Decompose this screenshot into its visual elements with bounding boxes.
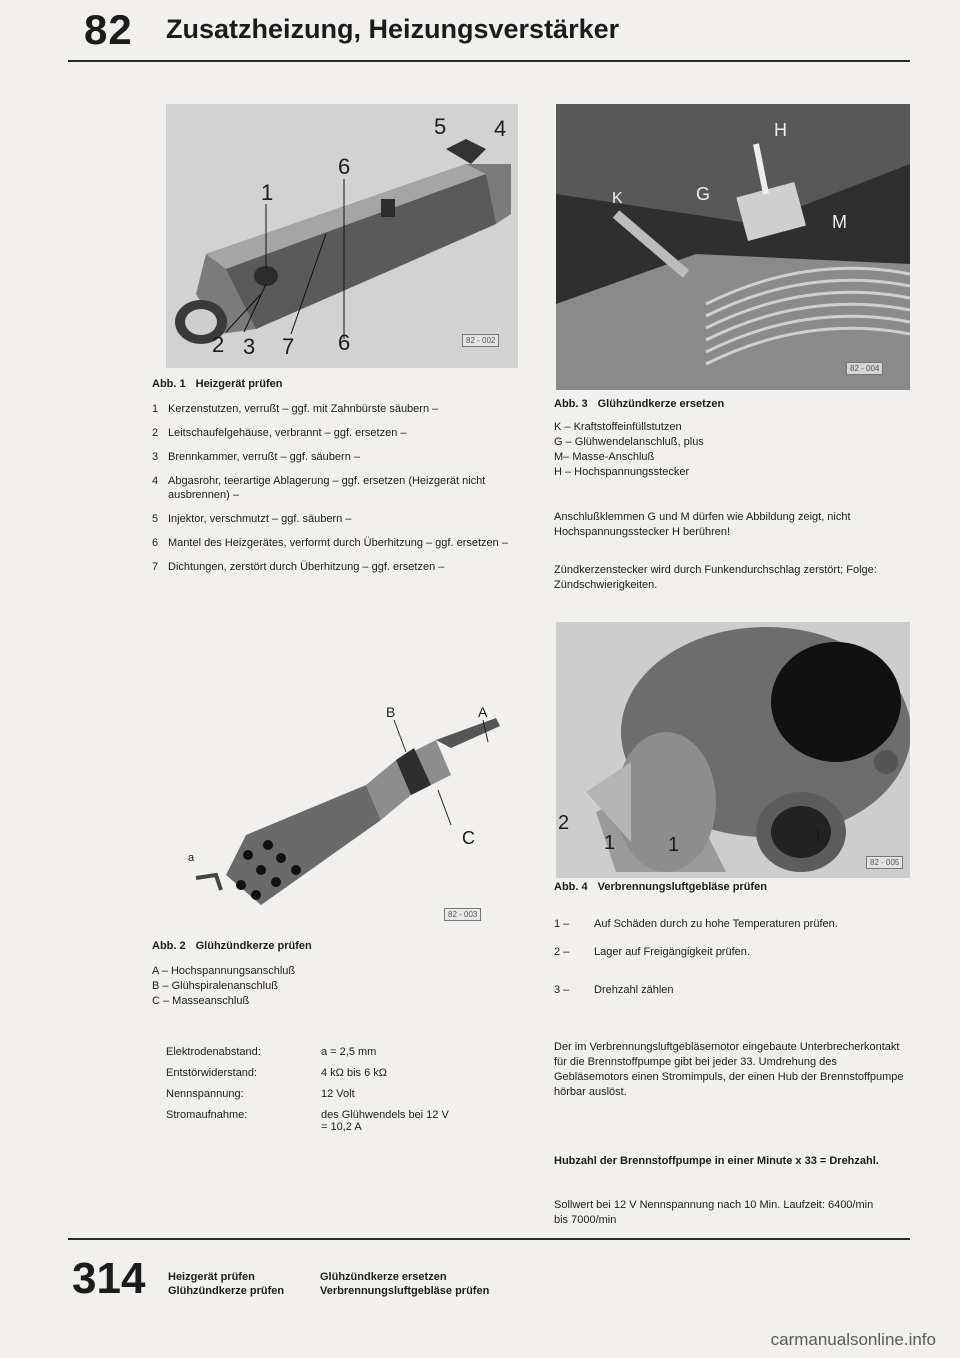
spec-row	[166, 1121, 526, 1133]
fig4-item-list	[554, 917, 894, 997]
legend-item: H – Hochspannungsstecker	[554, 466, 690, 478]
item-number-value: 1	[554, 918, 561, 930]
figure-4-photo	[556, 622, 910, 878]
fig1-code-label: 82 - 002	[462, 334, 499, 347]
fig4-caption	[554, 881, 767, 893]
fig4-callout-1a: 1	[604, 832, 616, 854]
fig4-callout-1b: 1	[668, 834, 680, 856]
list-item	[554, 945, 894, 959]
spec-row	[166, 1046, 526, 1058]
spec-row	[166, 1109, 526, 1121]
fig2-callout-a: A	[478, 704, 488, 720]
footer-index-item: Glühzündkerze ersetzen	[320, 1271, 447, 1283]
fig4-code-label: 82 - 005	[866, 856, 903, 869]
fig3-caption-title: Glühzündkerze ersetzen	[597, 398, 725, 410]
legend-item: K – Kraftstoffeinfüllstutzen	[554, 421, 682, 433]
item-text: Lager auf Freigängigkeit prüfen.	[594, 946, 750, 958]
list-item	[152, 474, 532, 502]
fig1-caption	[152, 378, 282, 390]
fig4-formula: Hubzahl der Brennstoffpumpe in einer Minute x 33 = Drehzahl.	[554, 1155, 879, 1167]
footer-index-item: Verbrennungsluftgebläse prüfen	[320, 1285, 490, 1297]
watermark: carmanualsonline.info	[770, 1330, 936, 1349]
fig3-code-label: 82 - 004	[846, 362, 883, 375]
fig2-spec-table	[166, 1046, 526, 1133]
list-item	[554, 917, 894, 931]
fig2-code-label: 82 - 003	[444, 908, 481, 921]
figure-2-photo	[166, 690, 518, 922]
spec-value: = 10,2 A	[321, 1121, 362, 1133]
item-number: 2	[152, 427, 159, 439]
fig4-callout-2: 2	[558, 812, 570, 834]
item-number: 7	[152, 561, 159, 573]
list-item	[152, 536, 532, 550]
item-number: 1 –	[554, 918, 570, 930]
chapter-title: Zusatzheizung, Heizungsverstärker	[166, 14, 620, 44]
fig3-note-2: Zündkerzenstecker wird durch Funkendurchschlag zerstört; Folge: Zündschwierigkeiten.	[554, 564, 877, 591]
footer-rule	[68, 1238, 910, 1240]
item-text: Drehzahl zählen	[594, 984, 674, 996]
item-number: 6	[152, 537, 159, 549]
list-item	[152, 426, 532, 440]
footer-index-item: Heizgerät prüfen	[168, 1271, 255, 1283]
legend-item: B – Glühspiralenanschluß	[152, 980, 278, 992]
item-number-value: 2	[554, 946, 561, 958]
figure-3-photo	[556, 104, 910, 390]
spec-key: Entstörwiderstand:	[166, 1067, 258, 1079]
list-item	[152, 402, 532, 416]
spec-key: Nennspannung:	[166, 1088, 244, 1100]
fig4-description: Der im Verbrennungsluftgebläsemotor eingebaute Unterbrecherkontakt für die Brennstoffpumpe gibt bei jeder 33. Umdrehung des Gebläsemotors einen Stromimpuls, der einen Hub der Brennstoffpumpe hörbar auslöst.	[554, 1041, 904, 1098]
item-text: Auf Schäden durch zu hohe Temperaturen prüfen.	[594, 918, 838, 930]
fig4-callout-1c: 1	[812, 826, 824, 848]
fig2-caption-title: Glühzündkerze prüfen	[195, 940, 312, 952]
spec-row	[166, 1088, 526, 1100]
fig1-callout-6-bottom: 6	[338, 330, 351, 355]
fig1-callout-7: 7	[282, 334, 295, 359]
item-number-value: 3	[554, 984, 561, 996]
list-item	[152, 560, 532, 574]
chapter-number: 82	[84, 6, 133, 53]
footer-index-item: Glühzündkerze prüfen	[168, 1285, 285, 1297]
item-text: Leitschaufelgehäuse, verbrannt – ggf. ersetzen –	[168, 427, 407, 439]
fig3-caption	[554, 398, 724, 410]
footer-index-col-2	[320, 1270, 489, 1298]
fig1-callout-6-top: 6	[338, 154, 351, 179]
footer-index-col-1	[168, 1270, 284, 1298]
item-text: Dichtungen, zerstört durch Überhitzung – ggf. ersetzen –	[168, 561, 445, 573]
list-item	[554, 983, 894, 997]
item-number: 2 –	[554, 946, 570, 958]
fig2-legend	[152, 964, 512, 1009]
fig1-callout-4: 4	[494, 116, 507, 141]
fig3-callout-h: H	[774, 120, 787, 140]
item-number: 5	[152, 513, 159, 525]
spec-key: Stromaufnahme:	[166, 1109, 248, 1121]
fig2-callout-c: C	[462, 828, 475, 848]
spec-value: 12 Volt	[321, 1088, 355, 1100]
item-text: Kerzenstutzen, verrußt – ggf. mit Zahnbürste säubern –	[168, 403, 439, 415]
fig1-callout-5: 5	[434, 114, 447, 139]
legend-item: C – Masseanschluß	[152, 995, 250, 1007]
fig3-note-1: Anschlußklemmen G und M dürfen wie Abbildung zeigt, nicht Hochspannungsstecker H berühren!	[554, 511, 851, 538]
fig4-caption-number: Abb. 4	[554, 881, 588, 893]
fig2-caption	[152, 940, 312, 952]
list-item	[152, 512, 532, 526]
fig3-callout-k: K	[612, 190, 623, 207]
fig2-callout-a-gap: a	[188, 852, 195, 864]
spec-value: 4 kΩ bis 6 kΩ	[321, 1067, 387, 1079]
fig1-caption-title: Heizgerät prüfen	[195, 378, 283, 390]
fig1-callout-1: 1	[261, 180, 274, 205]
figure-1-photo	[166, 104, 518, 368]
fig4-target-value: Sollwert bei 12 V Nennspannung nach 10 Min. Laufzeit: 6400/min bis 7000/min	[554, 1199, 874, 1226]
spec-value: a = 2,5 mm	[321, 1046, 377, 1058]
fig1-caption-number: Abb. 1	[152, 378, 186, 390]
fig1-callout-3: 3	[243, 334, 256, 359]
fig2-callout-b: B	[386, 704, 396, 720]
fig1-callout-2: 2	[212, 332, 225, 357]
item-number: 1	[152, 403, 159, 415]
legend-item: G – Glühwendelanschluß, plus	[554, 436, 704, 448]
header-rule	[68, 60, 910, 62]
legend-item: M– Masse-Anschluß	[554, 451, 655, 463]
list-item	[152, 450, 532, 464]
legend-item: A – Hochspannungsanschluß	[152, 965, 296, 977]
item-text: Brennkammer, verrußt – ggf. säubern –	[168, 451, 360, 463]
spec-row	[166, 1067, 526, 1079]
item-number: 3	[152, 451, 159, 463]
item-text: Injektor, verschmutzt – ggf. säubern –	[168, 513, 352, 525]
spec-key	[166, 1121, 321, 1133]
item-number: 3 –	[554, 984, 570, 996]
fig3-callout-m: M	[832, 212, 847, 232]
page-number: 314	[72, 1254, 146, 1303]
item-text: Mantel des Heizgerätes, verformt durch Überhitzung – ggf. ersetzen –	[168, 537, 508, 549]
item-text: Abgasrohr, teerartige Ablagerung – ggf. ersetzen (Heizgerät nicht ausbrennen) –	[168, 475, 486, 501]
fig1-item-list	[152, 402, 532, 574]
fig3-callout-g: G	[696, 184, 711, 204]
spec-value: des Glühwendels bei 12 V	[321, 1109, 449, 1121]
spec-key: Elektrodenabstand:	[166, 1046, 261, 1058]
fig3-legend	[554, 420, 914, 480]
fig2-caption-number: Abb. 2	[152, 940, 186, 952]
fig3-caption-number: Abb. 3	[554, 398, 588, 410]
item-number: 4	[152, 475, 159, 487]
fig4-caption-title: Verbrennungsluftgebläse prüfen	[597, 881, 767, 893]
